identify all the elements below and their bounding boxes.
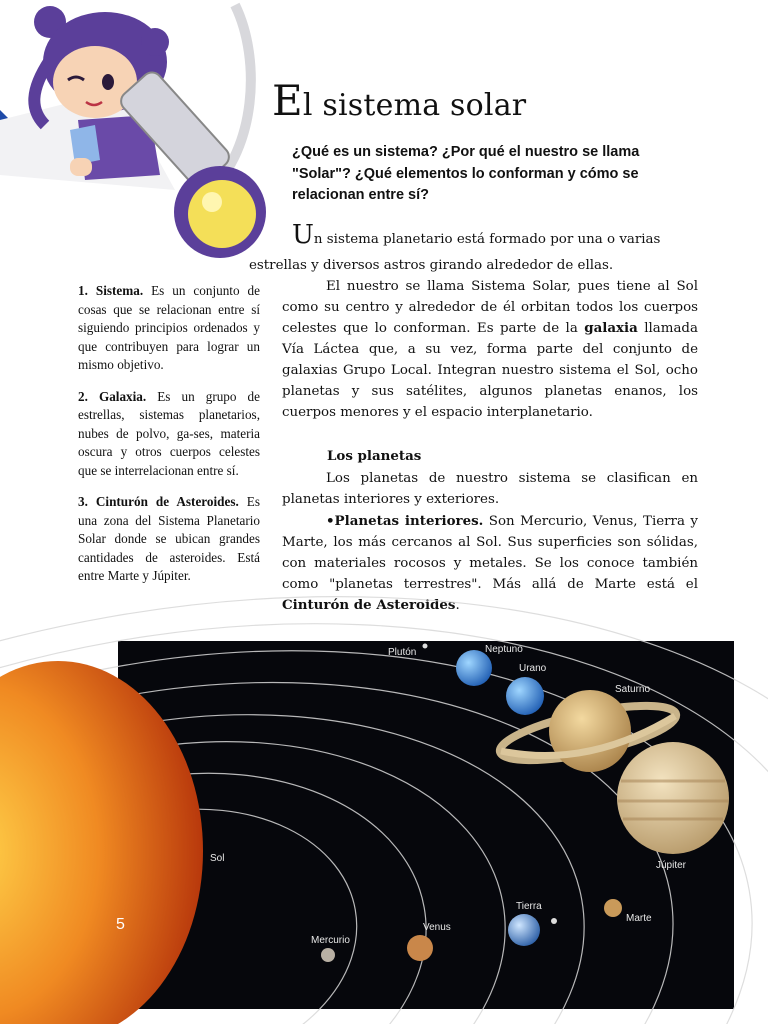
interior-planets-paragraph bbox=[282, 511, 698, 616]
label-urano: Urano bbox=[519, 663, 547, 674]
intro-questions: ¿Qué es un sistema? ¿Por qué el nuestro se llama "Solar"? ¿Qué elementos lo conforman y cómo se relacionan entre sí? bbox=[292, 144, 640, 203]
girl-telescope-illustration bbox=[0, 0, 280, 270]
lens-highlight bbox=[202, 192, 222, 212]
label-tierra: Tierra bbox=[516, 901, 542, 912]
label-mercurio: Mercurio bbox=[311, 935, 350, 946]
intro-line-2: estrellas y diversos astros girando alrededor de ellas. bbox=[249, 258, 614, 273]
label-venus: Venus bbox=[423, 922, 451, 933]
planet-saturno bbox=[549, 690, 631, 772]
solar-system-paragraph bbox=[282, 276, 698, 423]
page-mark: 5 bbox=[116, 916, 125, 933]
title-rest: l sistema solar bbox=[302, 88, 527, 123]
hair-bun-right bbox=[141, 28, 169, 56]
paragraph-text-b: llamada Vía Láctea que, a su vez, forma parte del conjunto de galaxias Grupo Local. Integran nuestro sistema el Sol, ocho planetas y sus satélites, algunos planetas enanos, los cuerpos menores y el espacio interplanetario. bbox=[282, 321, 698, 420]
title-first-letter: E bbox=[272, 76, 303, 125]
page-title bbox=[272, 76, 526, 125]
definition-term: 1. Sistema. bbox=[78, 283, 144, 298]
definition-galaxia bbox=[78, 388, 260, 481]
definition-sistema bbox=[78, 282, 260, 375]
asteroid-belt-keyword: Cinturón de Asteroides bbox=[282, 597, 456, 613]
planet-mercurio bbox=[321, 948, 335, 962]
telescope-lens bbox=[188, 180, 256, 248]
eye-open bbox=[102, 74, 114, 90]
definition-cinturon bbox=[78, 493, 260, 586]
definitions-column bbox=[78, 282, 260, 599]
label-neptuno: Neptuno bbox=[485, 644, 523, 655]
planet-neptuno bbox=[456, 650, 492, 686]
planet-tierra bbox=[508, 914, 540, 946]
planet-urano bbox=[506, 677, 544, 715]
definition-term: 2. Galaxia. bbox=[78, 388, 147, 404]
label-pluton: Plutón bbox=[388, 647, 417, 658]
hand bbox=[70, 158, 92, 176]
solar-system-image bbox=[118, 641, 734, 1009]
definition-text: Es un conjunto de cosas que se relacionan entre sí siguiendo principios ordenados y que contribuyen para lograr un mismo objetivo. bbox=[78, 283, 260, 372]
galaxy-keyword: galaxia bbox=[584, 320, 638, 336]
label-marte: Marte bbox=[626, 913, 652, 924]
planet-jupiter bbox=[617, 742, 729, 854]
definition-text: Es un grupo de estrellas, sistemas planetarios, nubes de polvo, ga-ses, materia oscura y otros cuerpos celestes que se interrelacionan entre sí. bbox=[78, 388, 260, 478]
definition-text: Es una zona del Sistema Planetario Solar donde se ubican grandes cantidades de asteroides. Está entre Marte y Júpiter. bbox=[78, 494, 260, 583]
sentence-end: . bbox=[455, 598, 460, 613]
intro-line-1-text: n sistema planetario está formado por una o varias bbox=[313, 232, 661, 247]
planets-paragraph: Los planetas de nuestro sistema se clasifican en planetas interiores y exteriores. bbox=[282, 471, 698, 507]
definition-term: 3. Cinturón de Asteroides. bbox=[78, 494, 239, 509]
paragraph-text-a: El nuestro se llama Sistema Solar, pues tiene al Sol como su centro y alrededor de él orbitan todos los cuerpos celestes que lo conforman. Es parte de la bbox=[282, 279, 698, 336]
label-sol: Sol bbox=[210, 853, 225, 864]
label-saturno: Saturno bbox=[615, 684, 651, 695]
interior-planets-label: •Planetas interiores. bbox=[326, 513, 484, 529]
planet-marte bbox=[604, 899, 622, 917]
planets-heading: Los planetas bbox=[327, 448, 422, 464]
intro-line-1 bbox=[292, 222, 698, 250]
moon bbox=[551, 918, 557, 924]
dropcap-letter: U bbox=[292, 220, 314, 250]
planet-pluton bbox=[423, 644, 428, 649]
label-jupiter: Júpiter bbox=[656, 860, 687, 871]
planet-venus bbox=[407, 935, 433, 961]
interior-planets-text: Son Mercurio, Venus, Tierra y Marte, los más cercanos al Sol. Sus superficies son sólidas, con materiales rocosos y metales. Se los conoce también como "planetas terrestres". Más allá de Marte está el bbox=[282, 514, 698, 592]
